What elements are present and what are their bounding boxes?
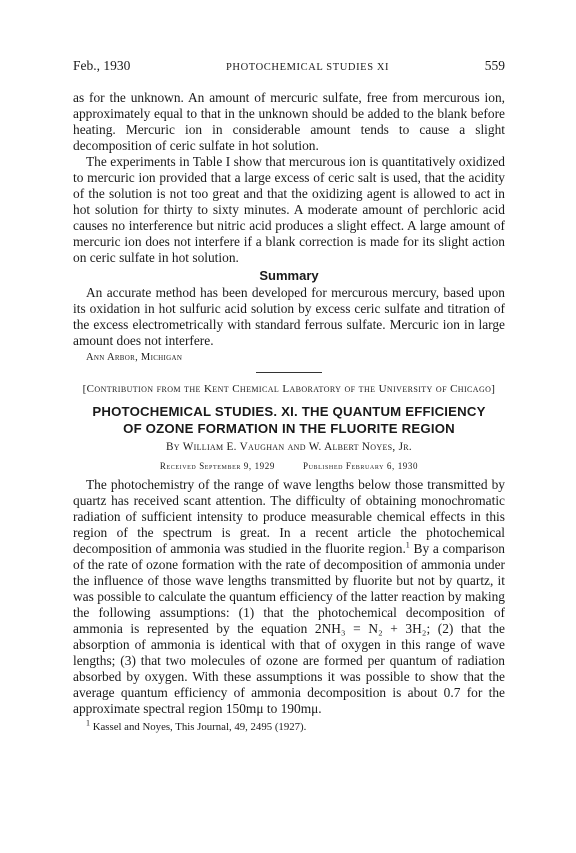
intro-text-part1: The photochemistry of the range of wave lengths below those transmitted by quartz has received scant attention. The difficulty of obtaining monochromatic radiation of sufficient intensity to produce measurable chemical effects in this region of the spectrum is great. In a recent article the photochemical decomposition of ammonia was studied in the fluorite region. bbox=[73, 477, 505, 556]
footnote-reference[interactable]: 1 bbox=[405, 540, 410, 550]
article-byline: By William E. Vaughan and W. Albert Noyes, Jr. bbox=[166, 441, 412, 453]
intro-text-part3: ; (2) that the absorption of ammonia is identical with that of oxygen in this range of wave lengths; (3) that two molecules of ozone are formed per quantum of radiation absorbed by oxygen. With these assumptions it was possible to show that the average quantum efficiency of ammonia decomposition is about 0.7 for the approximate spectral region 150mμ to 190mμ. bbox=[73, 621, 506, 716]
summary-heading: Summary bbox=[259, 268, 319, 283]
received-date: Received September 9, 1929 bbox=[159, 461, 275, 471]
chemical-equation: 2NH₃ = N₂ + 3H₂ bbox=[314, 621, 427, 636]
contribution-note: [Contribution from the Kent Chemical Laboratory of the University of Chicago] bbox=[82, 383, 496, 395]
body-paragraph-experiments: The experiments in Table I show that mercurous ion is quantitatively oxidized to mercuric ion provided that a large excess of ceric salt is used, that the acidity of the solution is not too great and that the oxidizing agent is allowed to act in hot solution for thirty to sixty minutes. A moderate amount of perchloric acid causes no interference but nitric acid produces a slight effect. A large amount of mercuric ion does not interfere if a blank correction is made for its slight action on ceric sulfate in hot solution. bbox=[73, 154, 505, 265]
article-intro-paragraph bbox=[73, 477, 505, 717]
body-paragraph-continued: as for the unknown. An amount of mercuric sulfate, free from mercurous ion, approximately equal to that in the unknown should be added to the blank before heating. Mercuric ion in considerable amount tends to cause a slight decomposition of ceric sulfate in hot solution. bbox=[73, 90, 505, 153]
header-page-number: 559 bbox=[484, 58, 505, 73]
article-dates bbox=[73, 458, 505, 474]
author-affiliation: Ann Arbor, Michigan bbox=[86, 352, 183, 363]
section-divider bbox=[256, 372, 322, 373]
intro-text-part2: By a comparison of the rate of ozone formation with the rate of decomposition of ammonia under the influence of those wave lengths transmitted by fluorite but not by quartz, it was possible to calculate the quantum efficiency of the latter reaction by making the following assumptions: (1) that the photochemical decomposition of ammonia is represented by the equation bbox=[73, 541, 505, 636]
footnote bbox=[86, 719, 505, 735]
header-running-title: PHOTOCHEMICAL STUDIES XI bbox=[225, 62, 390, 73]
header-date: Feb., 1930 bbox=[73, 58, 131, 73]
running-header bbox=[73, 58, 505, 76]
article-title: PHOTOCHEMICAL STUDIES. XI. THE QUANTUM EFFICIENCY OF OZONE FORMATION IN THE FLUORITE REGION bbox=[92, 404, 486, 436]
summary-paragraph: An accurate method has been developed for mercurous mercury, based upon its oxidation in hot sulfuric acid solution by excess ceric sulfate and titration of the excess electrometrically with standard ferrous sulfate. Mercuric ion in large amount does not interfere. bbox=[73, 285, 505, 348]
footnote-text: Kassel and Noyes, This Journal, 49, 2495 (1927). bbox=[90, 721, 307, 733]
footnote-number: 1 bbox=[86, 718, 90, 728]
journal-page bbox=[73, 58, 505, 735]
published-date: Published February 6, 1930 bbox=[302, 461, 419, 471]
